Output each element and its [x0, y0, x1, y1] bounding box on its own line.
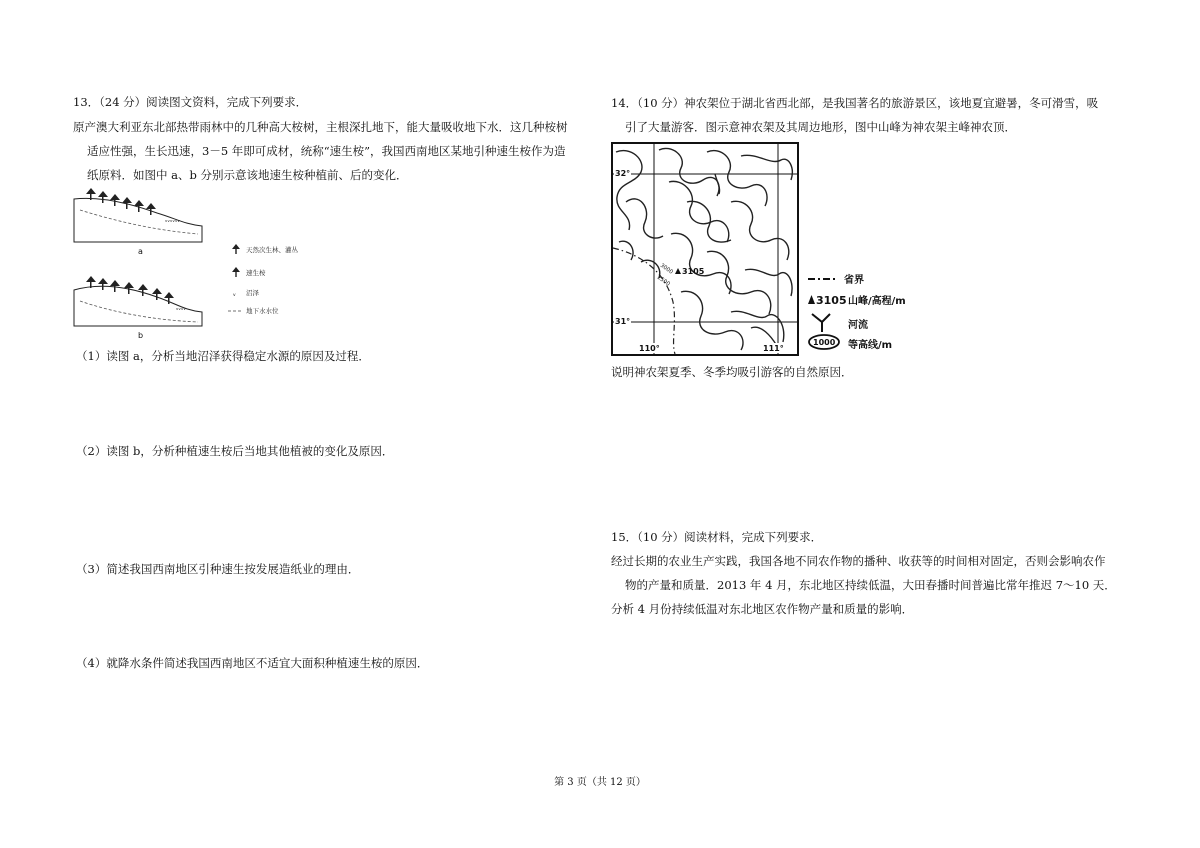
map-lat-31: 31° — [615, 317, 631, 326]
river-icon — [812, 314, 830, 332]
q13-intro-line-1: 原产澳大利亚东北部热带雨林中的几种高大桉树，主根深扎地下，能大量吸收地下水．这几种桉树 — [73, 120, 568, 134]
q15-line-2: 物的产量和质量．2013 年 4 月，东北地区持续低温，大田春播时间普遍比常年推迟 7～10 天． — [625, 578, 1116, 592]
legend-swamp: 沼泽 — [246, 289, 259, 297]
natural-forest-icon — [232, 244, 240, 254]
q13-question-2: （2）读图 b，分析种植速生桉后当地其他植被的变化及原因． — [76, 444, 394, 458]
q15-line-3: 分析 4 月份持续低温对东北地区农作物产量和质量的影响． — [611, 602, 914, 616]
legend-province-boundary: 省界 — [844, 275, 864, 286]
map-contour-3000: 3000 — [658, 262, 674, 276]
peak-icon — [808, 295, 815, 304]
q13-figure — [72, 186, 302, 341]
map-lon-111: 111° — [763, 344, 784, 353]
legend-contour-label: 等高线/m — [848, 340, 893, 351]
q15-heading: 15．（10 分）阅读材料，完成下列要求． — [611, 530, 823, 544]
svg-text:ᵥᵥᵥᵥ: ᵥᵥᵥᵥ — [176, 305, 187, 312]
panel-b-profile — [74, 276, 202, 326]
legend-water-table: 地下水水位 — [246, 307, 279, 315]
legend-natural-forest: 天然次生林、灌丛 — [246, 246, 298, 254]
legend-contour-value: 1000 — [813, 338, 836, 347]
q13-question-1: （1）读图 a，分析当地沼泽获得稳定水源的原因及过程． — [76, 349, 370, 363]
map-lat-32: 32° — [615, 169, 631, 178]
q15-line-1: 经过长期的农业生产实践，我国各地不同农作物的播种、收获等的时间相对固定，否则会影响农作 — [611, 554, 1106, 568]
legend-eucalyptus: 速生桉 — [246, 269, 266, 277]
q14-question: 说明神农架夏季、冬季均吸引游客的自然原因． — [611, 365, 853, 379]
swamp-icon: ᵥ — [233, 290, 236, 298]
map-lon-110: 110° — [639, 344, 660, 353]
legend-peak-value: 3105 — [816, 294, 847, 307]
q13-question-4: （4）就降水条件简述我国西南地区不适宜大面积种植速生桉的原因． — [76, 656, 429, 670]
panel-b-label: b — [138, 331, 144, 340]
q14-map-figure — [611, 142, 931, 358]
svg-text:ᵥᵥᵥᵥᵥᵥ: ᵥᵥᵥᵥᵥᵥ — [165, 217, 181, 224]
q13-intro-line-2: 适应性强，生长迅速，3－5 年即可成材，统称“速生桉”，我国西南地区某地引种速生桉作为造 — [87, 144, 566, 158]
panel-a-label: a — [138, 247, 143, 256]
map-peak-label: 3105 — [682, 267, 705, 276]
eucalyptus-icon — [232, 267, 240, 277]
q14-heading-line-2: 引了大量游客．图示意神农架及其周边地形，图中山峰为神农架主峰神农顶． — [625, 120, 1016, 134]
q13-intro-line-3: 纸原料．如图中 a、b 分别示意该地速生桉种植前、后的变化． — [87, 168, 408, 182]
q13-heading: 13．（24 分）阅读图文资料，完成下列要求． — [73, 95, 308, 109]
legend-peak-label: 山峰/高程/m — [848, 296, 906, 307]
q13-question-3: （3）简述我国西南地区引种速生按发展造纸业的理由． — [76, 562, 360, 576]
panel-a-profile — [74, 188, 202, 242]
map-contour-2500: 2500 — [655, 274, 671, 288]
q14-heading-line-1: 14．（10 分）神农架位于湖北省西北部，是我国著名的旅游景区，该地夏宜避暑，冬可滑雪，吸 — [611, 96, 1099, 110]
legend-river: 河流 — [848, 320, 868, 331]
page-footer: 第 3 页（共 12 页） — [554, 777, 646, 788]
